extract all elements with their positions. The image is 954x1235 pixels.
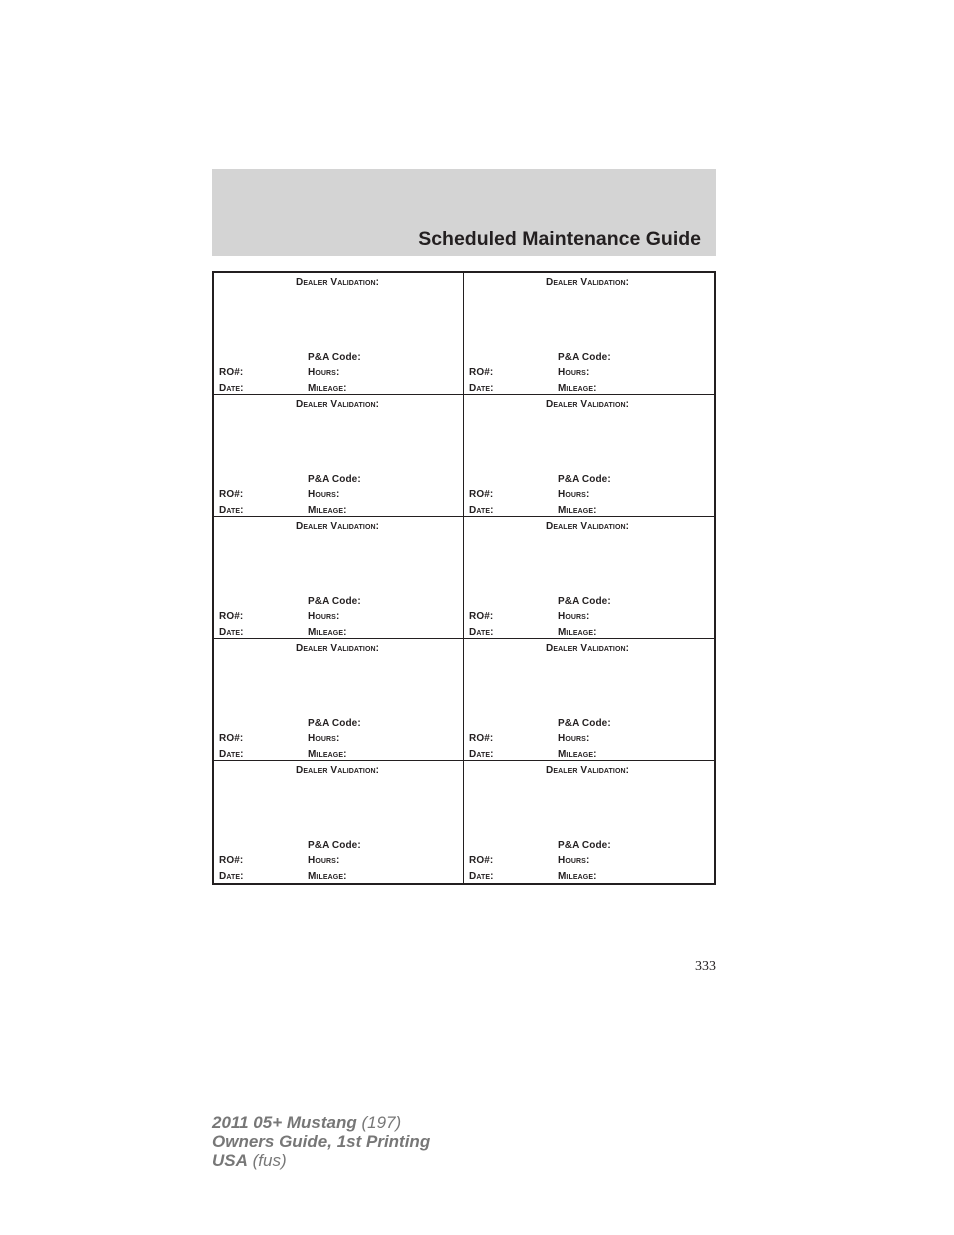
validation-cell xyxy=(214,273,464,395)
ro-number-label: RO#: xyxy=(219,367,244,378)
pa-code-label: P&A Code: xyxy=(558,352,611,363)
validation-cell xyxy=(214,395,464,517)
dealer-validation-label: Dealer Validation: xyxy=(296,521,380,532)
mileage-label: Mileage: xyxy=(558,871,597,882)
footer-line-3 xyxy=(212,1151,430,1170)
ro-number-label: RO#: xyxy=(469,489,494,500)
mileage-label: Mileage: xyxy=(308,871,347,882)
dealer-validation-label: Dealer Validation: xyxy=(546,521,630,532)
hours-label: Hours: xyxy=(308,733,340,744)
pa-code-label: P&A Code: xyxy=(308,474,361,485)
date-label: Date: xyxy=(219,871,244,882)
hours-label: Hours: xyxy=(308,489,340,500)
dealer-validation-label: Dealer Validation: xyxy=(546,277,630,288)
hours-label: Hours: xyxy=(558,855,590,866)
page-number: 333 xyxy=(695,959,716,974)
ro-number-label: RO#: xyxy=(469,367,494,378)
ro-number-label: RO#: xyxy=(469,733,494,744)
footer-market: USA xyxy=(212,1151,248,1170)
mileage-label: Mileage: xyxy=(308,627,347,638)
date-label: Date: xyxy=(219,749,244,760)
pa-code-label: P&A Code: xyxy=(558,840,611,851)
ro-number-label: RO#: xyxy=(219,855,244,866)
hours-label: Hours: xyxy=(308,611,340,622)
validation-cell xyxy=(464,761,714,883)
date-label: Date: xyxy=(219,505,244,516)
mileage-label: Mileage: xyxy=(558,627,597,638)
footer-line-1 xyxy=(212,1113,430,1132)
dealer-validation-label: Dealer Validation: xyxy=(296,277,380,288)
validation-cell xyxy=(214,761,464,883)
mileage-label: Mileage: xyxy=(558,749,597,760)
ro-number-label: RO#: xyxy=(219,611,244,622)
validation-cell xyxy=(214,639,464,761)
pa-code-label: P&A Code: xyxy=(558,596,611,607)
hours-label: Hours: xyxy=(558,611,590,622)
pa-code-label: P&A Code: xyxy=(308,596,361,607)
dealer-validation-label: Dealer Validation: xyxy=(296,765,380,776)
ro-number-label: RO#: xyxy=(469,855,494,866)
validation-grid xyxy=(212,271,716,885)
footer-model-code: (197) xyxy=(356,1113,402,1132)
validation-cell xyxy=(464,395,714,517)
mileage-label: Mileage: xyxy=(308,749,347,760)
hours-label: Hours: xyxy=(558,367,590,378)
dealer-validation-label: Dealer Validation: xyxy=(546,765,630,776)
date-label: Date: xyxy=(469,749,494,760)
pa-code-label: P&A Code: xyxy=(558,718,611,729)
validation-cell xyxy=(464,639,714,761)
footer-guide: Owners Guide, 1st Printing xyxy=(212,1132,431,1151)
footer xyxy=(212,1113,430,1170)
hours-label: Hours: xyxy=(558,489,590,500)
ro-number-label: RO#: xyxy=(469,611,494,622)
mileage-label: Mileage: xyxy=(308,383,347,394)
hours-label: Hours: xyxy=(308,855,340,866)
footer-market-code: (fus) xyxy=(247,1151,287,1170)
dealer-validation-label: Dealer Validation: xyxy=(546,399,630,410)
header-band xyxy=(212,169,716,256)
mileage-label: Mileage: xyxy=(558,505,597,516)
date-label: Date: xyxy=(469,871,494,882)
footer-model: 2011 05+ Mustang xyxy=(212,1113,357,1132)
section-title: Scheduled Maintenance Guide xyxy=(418,228,701,250)
date-label: Date: xyxy=(219,383,244,394)
pa-code-label: P&A Code: xyxy=(308,840,361,851)
date-label: Date: xyxy=(219,627,244,638)
footer-line-2 xyxy=(212,1132,430,1151)
date-label: Date: xyxy=(469,505,494,516)
validation-cell xyxy=(464,517,714,639)
hours-label: Hours: xyxy=(308,367,340,378)
ro-number-label: RO#: xyxy=(219,733,244,744)
validation-cell xyxy=(464,273,714,395)
hours-label: Hours: xyxy=(558,733,590,744)
date-label: Date: xyxy=(469,627,494,638)
dealer-validation-label: Dealer Validation: xyxy=(296,643,380,654)
pa-code-label: P&A Code: xyxy=(308,352,361,363)
pa-code-label: P&A Code: xyxy=(558,474,611,485)
validation-cell xyxy=(214,517,464,639)
mileage-label: Mileage: xyxy=(558,383,597,394)
pa-code-label: P&A Code: xyxy=(308,718,361,729)
dealer-validation-label: Dealer Validation: xyxy=(546,643,630,654)
dealer-validation-label: Dealer Validation: xyxy=(296,399,380,410)
ro-number-label: RO#: xyxy=(219,489,244,500)
mileage-label: Mileage: xyxy=(308,505,347,516)
date-label: Date: xyxy=(469,383,494,394)
